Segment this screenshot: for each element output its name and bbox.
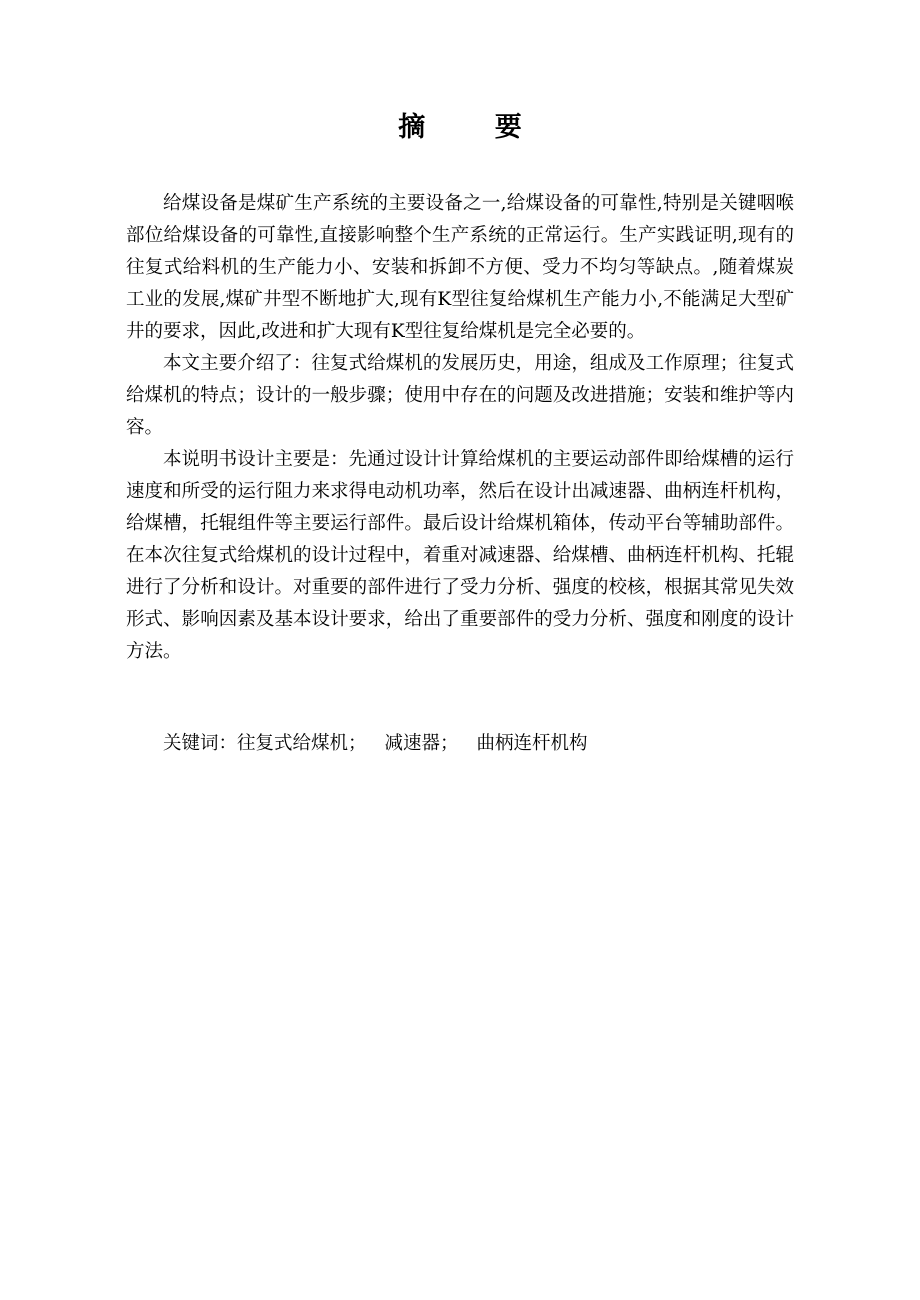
keyword-item: 往复式给煤机；	[237, 733, 367, 754]
keyword-item: 减速器；	[384, 733, 459, 754]
keywords-label: 关键词：	[163, 733, 238, 754]
abstract-body	[126, 188, 794, 668]
abstract-title: 摘 要	[398, 112, 552, 143]
abstract-paragraph-2: 本文主要介绍了：往复式给煤机的发展历史，用途，组成及工作原理；往复式给煤机的特点；设计的一般步骤；使用中存在的问题及改进措施；安装和维护等内容。	[126, 353, 794, 438]
keywords-line	[126, 728, 794, 760]
abstract-paragraph-3: 本说明书设计主要是：先通过设计计算给煤机的主要运动部件即给煤槽的运行速度和所受的运行阻力来求得电动机功率，然后在设计出减速器、曲柄连杆机构，给煤槽，托辊组件等主要运行部件。最后设计给煤机箱体，传动平台等辅助部件。在本次往复式给煤机的设计过程中，着重对减速器、给煤槽、曲柄连杆机构、托辊进行了分析和设计。对重要的部件进行了受力分析、强度的校核，根据其常见失效形式、影响因素及基本设计要求，给出了重要部件的受力分析、强度和刚度的设计方法。	[126, 449, 794, 662]
abstract-paragraph-1: 给煤设备是煤矿生产系统的主要设备之一,给煤设备的可靠性,特别是关键咽喉部位给煤设备的可靠性,直接影响整个生产系统的正常运行。生产实践证明,现有的往复式给料机的生产能力小、安装和拆卸不方便、受力不均匀等缺点。,随着煤炭工业的发展,煤矿井型不断地扩大,现有K型往复给煤机生产能力小,不能满足大型矿井的要求，因此,改进和扩大现有K型往复给煤机是完全必要的。	[126, 193, 794, 342]
keyword-item: 曲柄连杆机构	[476, 733, 588, 754]
